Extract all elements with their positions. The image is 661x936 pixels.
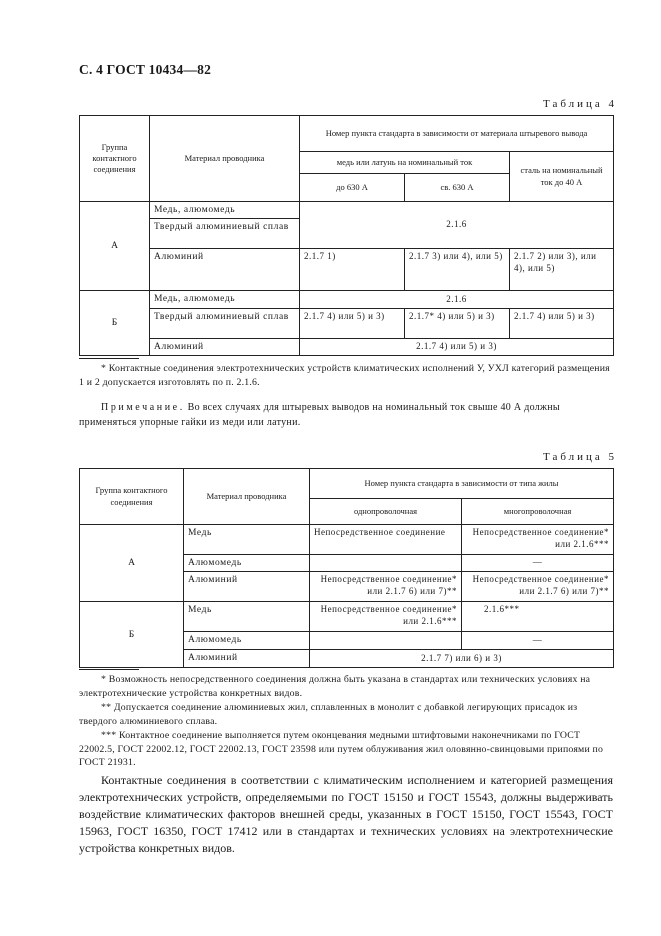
t5-b2-multi: — xyxy=(462,632,614,650)
t4-head-to630: до 630 А xyxy=(300,174,405,202)
t5-footnote-3: *** Контактное соединение выполняется путем оконцевания медными штифтовыми наконечниками по ГОСТ 22002.5, ГОСТ 22002.12, ГОСТ 22002.13, ГОСТ 23598 или путем облуживания жил оловянно-свинцовыми припоями по ГОСТ 21931. xyxy=(79,729,604,769)
t4-b3-value: 2.1.7 4) или 5) и 3) xyxy=(300,338,614,355)
t5-head-material: Материал проводника xyxy=(184,469,310,525)
t4-a3-steel: 2.1.7 2) или 3), или 4), или 5) xyxy=(510,249,614,291)
t5-a1-multi: Непосредственное соединение* или 2.1.6*** xyxy=(462,525,614,555)
t4-note-label: Примечание. xyxy=(101,402,185,413)
t5-a2-material: Алюмомедь xyxy=(184,555,310,572)
body-paragraph: Контактные соединения в соответствии с климатическим исполнением и категорией размещения электротехнических устройств, определяемыми по ГОСТ 15150 и ГОСТ 15543, должны выдерживать воздействие климатических факторов внешней среды, указанных в ГОСТ 15150, ГОСТ 15543, ГОСТ 15963, ГОСТ 16350, ГОСТ 17412 или в стандартах и технических условиях на электротехнические устройства конкретных видов. xyxy=(79,773,613,856)
t4-head-material: Материал проводника xyxy=(150,116,300,202)
t5-head-span: Номер пункта стандарта в зависимости от типа жилы xyxy=(310,469,614,499)
t5-a1-single: Непосредственное соединение xyxy=(310,525,462,555)
t5-a3-multi: Непосредственное соединение* или 2.1.7 6) или 7)** xyxy=(462,572,614,602)
t4-a3-to630: 2.1.7 1) xyxy=(300,249,405,291)
t4-head-over630: св. 630 А xyxy=(405,174,510,202)
t5-head-multi: многопроволочная xyxy=(462,499,614,525)
t5-a2-single xyxy=(310,555,462,572)
t5-b3-material: Алюминий xyxy=(184,650,310,668)
t4-a2-material: Твердый алюминиевый сплав xyxy=(150,219,300,249)
t4-head-copper: медь или латунь на номинальный ток xyxy=(300,152,510,174)
t4-b2-over630: 2.1.7* 4) или 5) и 3) xyxy=(405,308,510,338)
t4-a3-over630: 2.1.7 3) или 4), или 5) xyxy=(405,249,510,291)
t4-footnote-rule xyxy=(79,358,139,359)
t4-b2-steel: 2.1.7 4) или 5) и 3) xyxy=(510,308,614,338)
t4-a3-material: Алюминий xyxy=(150,249,300,291)
t5-a3-single: Непосредственное соединение* или 2.1.7 6) или 7)** xyxy=(310,572,462,602)
t5-b1-material: Медь xyxy=(184,602,310,632)
t4-head-steel: сталь на номинальный ток до 40 А xyxy=(510,152,614,202)
table4-caption: Таблица 4 xyxy=(543,98,618,110)
t5-group-a: А xyxy=(80,525,184,602)
t5-group-b: Б xyxy=(80,602,184,668)
table4 xyxy=(79,115,614,356)
t5-b1-single: Непосредственное соединение* или 2.1.6*** xyxy=(310,602,462,632)
t4-a1-material: Медь, алюмомедь xyxy=(150,202,300,219)
t4-b1-material: Медь, алюмомедь xyxy=(150,291,300,308)
table5-caption: Таблица 5 xyxy=(543,451,618,463)
t4-b1-value: 2.1.6 xyxy=(300,291,614,308)
t5-b3-value: 2.1.7 7) или 6) и 3) xyxy=(310,650,614,668)
t4-b2-material: Твердый алюминиевый сплав xyxy=(150,308,300,338)
t5-a3-material: Алюминий xyxy=(184,572,310,602)
t4-a-common: 2.1.6 xyxy=(300,202,614,249)
t4-head-group: Группа контактного соединения xyxy=(80,116,150,202)
t5-head-group: Группа контактного соединения xyxy=(80,469,184,525)
t5-head-single: однопроволочная xyxy=(310,499,462,525)
t5-a2-multi: — xyxy=(462,555,614,572)
t4-note-text: Во всех случаях для штыревых выводов на номинальный ток свыше 40 А должны применяться упорные гайки из меди или латуни. xyxy=(79,402,560,428)
t5-a1-material: Медь xyxy=(184,525,310,555)
t5-footnote-rule xyxy=(79,669,139,670)
t4-b3-material: Алюминий xyxy=(150,338,300,355)
t5-footnotes xyxy=(79,673,613,770)
t5-footnote-2: ** Допускается соединение алюминиевых жил, сплавленных в монолит с добавкой легирующих присадок из твердого алюминиевого сплава. xyxy=(79,701,578,727)
table5 xyxy=(79,468,614,668)
t5-footnote-1: * Возможность непосредственного соединения должна быть указана в стандартах или технических условиях на электротехнические устройства конкретных видов. xyxy=(79,674,591,699)
t5-b1-multi: 2.1.6*** xyxy=(462,602,614,632)
t4-b2-to630: 2.1.7 4) или 5) и 3) xyxy=(300,308,405,338)
page-header: С. 4 ГОСТ 10434—82 xyxy=(79,62,212,77)
t5-b2-single xyxy=(310,632,462,650)
t4-head-span: Номер пункта стандарта в зависимости от материала штыревого вывода xyxy=(300,116,614,152)
t4-group-b: Б xyxy=(80,291,150,356)
t4-group-a: А xyxy=(80,202,150,291)
t5-b2-material: Алюмомедь xyxy=(184,632,310,650)
t4-note xyxy=(79,401,613,430)
t4-footnote: * Контактные соединения электротехнических устройств климатических исполнений У, УХЛ категорий размещения 1 и 2 допускается изготовлять по п. 2.1.6. xyxy=(79,363,610,388)
